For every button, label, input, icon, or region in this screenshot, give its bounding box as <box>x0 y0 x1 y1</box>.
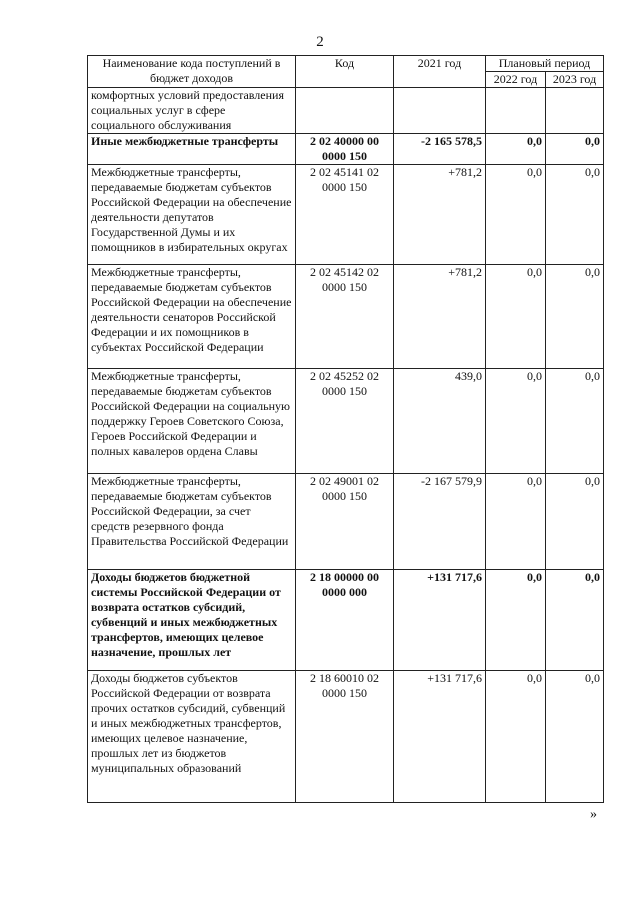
row-value-2023: 0,0 <box>546 474 604 570</box>
row-value-2021: +131 717,6 <box>394 570 486 671</box>
row-name: Межбюджетные трансферты, передаваемые бюджетам субъектов Российской Федерации на социальную поддержку Героев Советского Союза, Героев Российской Федерации и полных кавалеров ордена Славы <box>88 369 296 474</box>
row-value-2021 <box>394 88 486 134</box>
row-value-2022: 0,0 <box>486 165 546 265</box>
row-name: Межбюджетные трансферты, передаваемые бюджетам субъектов Российской Федерации на обеспечение деятельности депутатов Государственной Думы и их помощников в избирательных округах <box>88 165 296 265</box>
table-row <box>88 369 604 474</box>
row-name: Доходы бюджетов бюджетной системы Российской Федерации от возврата остатков субсидий, субвенций и иных межбюджетных трансфертов, имеющих целевое назначение, прошлых лет <box>88 570 296 671</box>
page-number: 2 <box>316 34 324 50</box>
row-code: 2 02 45252 02 0000 150 <box>296 369 394 474</box>
row-code: 2 02 40000 00 0000 150 <box>296 134 394 165</box>
row-name: комфортных условий предоставления социальных услуг в сфере социального обслуживания <box>88 88 296 134</box>
header-year-2021: 2021 год <box>394 56 486 88</box>
header-year-2023: 2023 год <box>546 72 604 88</box>
row-code: 2 02 45142 02 0000 150 <box>296 265 394 369</box>
row-value-2022: 0,0 <box>486 671 546 803</box>
table-row <box>88 134 604 165</box>
header-planning-period: Плановый период <box>486 56 604 72</box>
row-value-2021: +781,2 <box>394 265 486 369</box>
row-value-2023 <box>546 88 604 134</box>
header-code: Код <box>296 56 394 88</box>
row-name: Доходы бюджетов субъектов Российской Федерации от возврата прочих остатков субсидий, субвенций и иных межбюджетных трансфертов, имеющих целевое назначение, прошлых лет из бюджетов муниципальных образований <box>88 671 296 803</box>
row-value-2023: 0,0 <box>546 265 604 369</box>
row-value-2022: 0,0 <box>486 474 546 570</box>
table-row <box>88 88 604 134</box>
header-year-2022: 2022 год <box>486 72 546 88</box>
row-value-2022: 0,0 <box>486 134 546 165</box>
row-code: 2 02 45141 02 0000 150 <box>296 165 394 265</box>
row-value-2022: 0,0 <box>486 570 546 671</box>
row-value-2022: 0,0 <box>486 265 546 369</box>
row-value-2023: 0,0 <box>546 671 604 803</box>
row-value-2021: 439,0 <box>394 369 486 474</box>
row-value-2023: 0,0 <box>546 369 604 474</box>
row-value-2021: -2 167 579,9 <box>394 474 486 570</box>
row-value-2023: 0,0 <box>546 570 604 671</box>
row-code: 2 02 49001 02 0000 150 <box>296 474 394 570</box>
table-row <box>88 570 604 671</box>
row-value-2023: 0,0 <box>546 165 604 265</box>
table-row <box>88 474 604 570</box>
row-code: 2 18 00000 00 0000 000 <box>296 570 394 671</box>
closing-quote: » <box>590 807 597 822</box>
row-value-2021: -2 165 578,5 <box>394 134 486 165</box>
row-value-2021: +131 717,6 <box>394 671 486 803</box>
row-value-2022 <box>486 88 546 134</box>
row-code <box>296 88 394 134</box>
row-code: 2 18 60010 02 0000 150 <box>296 671 394 803</box>
table-row <box>88 671 604 803</box>
revenue-table <box>87 55 604 803</box>
row-value-2022: 0,0 <box>486 369 546 474</box>
table-row <box>88 165 604 265</box>
row-name: Иные межбюджетные трансферты <box>88 134 296 165</box>
table-row <box>88 265 604 369</box>
row-name: Межбюджетные трансферты, передаваемые бюджетам субъектов Российской Федерации, за счет средств резервного фонда Правительства Российской Федерации <box>88 474 296 570</box>
header-name: Наименование кода поступлений в бюджет доходов <box>88 56 296 88</box>
row-value-2021: +781,2 <box>394 165 486 265</box>
row-name: Межбюджетные трансферты, передаваемые бюджетам субъектов Российской Федерации на обеспечение деятельности сенаторов Российской Федерации и их помощников в субъектах Российской Федерации <box>88 265 296 369</box>
row-value-2023: 0,0 <box>546 134 604 165</box>
